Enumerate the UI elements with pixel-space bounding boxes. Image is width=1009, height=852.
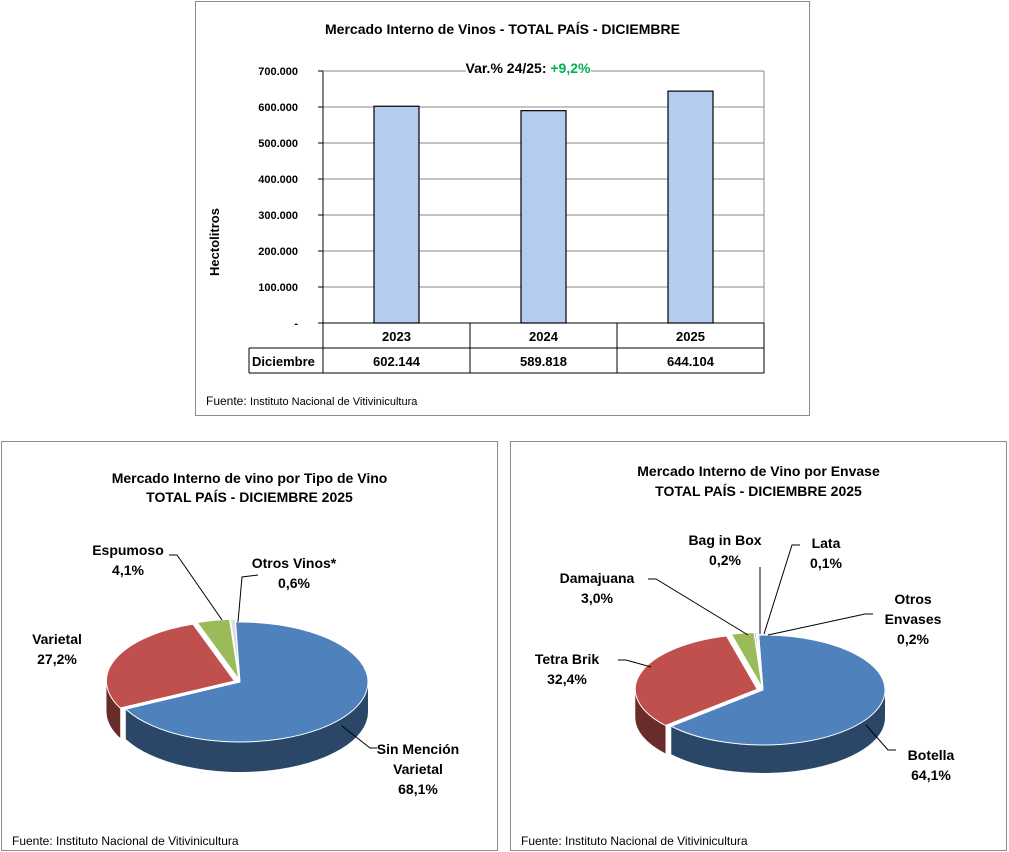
slice-value-label: 3,0% bbox=[581, 590, 613, 606]
leader-line bbox=[768, 614, 873, 635]
source-label: Fuente: bbox=[206, 394, 247, 408]
slice-value-label: 0,6% bbox=[278, 575, 310, 591]
x-tick-label: 2024 bbox=[529, 329, 558, 344]
slice-label: Bag in Box bbox=[688, 532, 762, 548]
pie-envase-title: Mercado Interno de Vino por Envase bbox=[637, 463, 880, 479]
slice-value-label: 64,1% bbox=[911, 767, 951, 783]
leader-line bbox=[764, 545, 800, 634]
bar-2025 bbox=[668, 91, 713, 323]
leader-line bbox=[169, 555, 222, 620]
variation-annotation bbox=[466, 60, 591, 76]
leader-line bbox=[238, 575, 258, 622]
slice-label: Tetra Brik bbox=[534, 651, 600, 667]
y-tick-label: 600.000 bbox=[258, 102, 298, 114]
annotation-value: +9,2% bbox=[550, 60, 591, 76]
pie-tipo-panel bbox=[1, 441, 498, 851]
slice-value-label: 32,4% bbox=[547, 671, 587, 687]
data-table-value: 644.104 bbox=[667, 354, 714, 369]
y-tick-label: 500.000 bbox=[258, 138, 298, 150]
y-tick-label: 300.000 bbox=[258, 210, 298, 222]
pie-tipo-chart bbox=[2, 442, 497, 850]
pie-envase-panel bbox=[510, 441, 1007, 851]
slice-value-label: 0,2% bbox=[709, 552, 741, 568]
pie-envase-source: Fuente: Instituto Nacional de Vitivinicultura bbox=[521, 834, 748, 848]
y-tick-label: 400.000 bbox=[258, 174, 298, 186]
pie-tipo-source: Fuente: Instituto Nacional de Vitivinicultura bbox=[12, 834, 239, 848]
y-tick-label: 100.000 bbox=[258, 282, 298, 294]
bar-chart-source bbox=[206, 394, 417, 408]
slice-label: Lata bbox=[811, 535, 841, 551]
bar-2024 bbox=[521, 111, 566, 323]
leader-line bbox=[648, 579, 748, 635]
slice-value-label: 4,1% bbox=[112, 562, 144, 578]
slice-label: Varietal bbox=[393, 761, 443, 777]
slice-label: Varietal bbox=[32, 631, 82, 647]
x-tick-label: 2023 bbox=[382, 329, 411, 344]
annotation-prefix: Var.% 24/25: bbox=[465, 60, 551, 76]
y-tick-label: - bbox=[294, 318, 298, 330]
slice-value-label: 0,1% bbox=[810, 555, 842, 571]
y-tick-label: 700.000 bbox=[258, 66, 298, 78]
pie-envase-subtitle: TOTAL PAÍS - DICIEMBRE 2025 bbox=[655, 483, 862, 499]
slice-label: Sin Mención bbox=[376, 741, 460, 757]
y-axis-label: Hectolitros bbox=[207, 208, 222, 276]
slice-value-label: 68,1% bbox=[398, 781, 438, 797]
pie-tipo-subtitle: TOTAL PAÍS - DICIEMBRE 2025 bbox=[146, 489, 353, 505]
data-table-value: 602.144 bbox=[373, 354, 420, 369]
data-table-value: 589.818 bbox=[520, 354, 567, 369]
slice-label: Otros Vinos* bbox=[251, 555, 337, 571]
bar-chart-title: Mercado Interno de Vinos - TOTAL PAÍS - DICIEMBRE bbox=[325, 21, 680, 37]
slice-label: Envases bbox=[884, 611, 942, 627]
x-tick-label: 2025 bbox=[676, 329, 705, 344]
pie-envase-chart bbox=[511, 442, 1006, 850]
source-text: Instituto Nacional de Vitivinicultura bbox=[250, 396, 418, 408]
series-name: Diciembre bbox=[252, 354, 315, 369]
slice-label: Damajuana bbox=[559, 570, 635, 586]
slice-label: Espumoso bbox=[92, 542, 164, 558]
leader-line bbox=[618, 660, 651, 667]
pie-tipo-title: Mercado Interno de vino por Tipo de Vino bbox=[111, 470, 388, 486]
slice-value-label: 0,2% bbox=[897, 631, 929, 647]
y-tick-label: 200.000 bbox=[258, 246, 298, 258]
bar-2023 bbox=[374, 106, 419, 323]
slice-label: Otros bbox=[894, 591, 932, 607]
slice-value-label: 27,2% bbox=[37, 651, 77, 667]
bar-chart bbox=[196, 2, 809, 415]
bar-chart-panel bbox=[195, 1, 810, 416]
slice-label: Botella bbox=[907, 747, 955, 763]
